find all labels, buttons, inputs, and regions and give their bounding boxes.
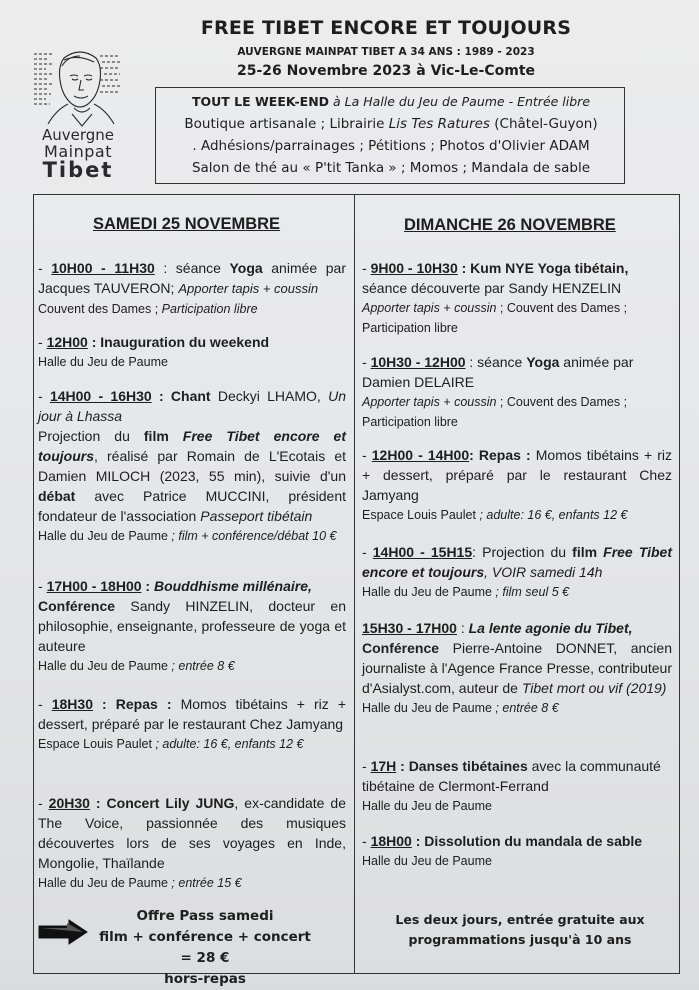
event-note: , VOIR samedi 14h [484, 564, 603, 580]
sat-event-conference [38, 576, 346, 676]
sat-event-chant-text: - 14H00 - 16H30 : Chant Deckyi LHAMO, Un jour à Lhassa [38, 388, 347, 424]
event-text: animée par Jacques TAUVERON; [38, 260, 346, 296]
sat-event-film-text [38, 426, 346, 526]
venue-note: ; entrée 15 € [167, 876, 242, 890]
offer-note: hors-repas [164, 971, 246, 987]
sun-event-dances [362, 756, 672, 816]
event-venue: Halle du Jeu de Paume [38, 355, 168, 369]
sun-event-conference [362, 618, 672, 718]
offer-content: film + conférence + concert = 28 € [99, 929, 311, 966]
weekend-line-2 [156, 116, 626, 132]
venue-name: Halle du Jeu de Paume [38, 876, 168, 890]
event-text: Momos tibétains + riz + dessert, préparé par le restaurant Chez Jamyang [362, 447, 673, 503]
event-title: : Concert Lily JUNG [89, 795, 235, 811]
event-venue: Halle du Jeu de Paume [362, 854, 492, 868]
venue-name: ; Couvent des Dames ; Participation libre [362, 395, 628, 429]
event-highlight: Yoga [229, 260, 263, 276]
event-venue [38, 873, 346, 893]
event-title: : Inauguration du weekend [87, 334, 270, 350]
venue-name: Halle du Jeu de Paume [362, 585, 492, 599]
event-time: 15H30 - 17H00 [362, 620, 457, 636]
event-text: Sandy HINZELIN, docteur en philosophie, enseignante, professeure de yoga et auteure [38, 598, 346, 654]
venue-note: ; film seul 5 € [491, 585, 570, 599]
sun-event-mandala [362, 831, 672, 871]
event-highlight: Yoga [526, 354, 560, 370]
sat-event-dinner-text: - 18H30 : Repas : Momos tibétains + riz + dessert, préparé par le restaurant Chez Jamyang [38, 696, 346, 732]
event-title: : Repas : [469, 447, 531, 463]
event-text: avec la communauté tibétaine de Clermont-Ferrand [362, 758, 661, 794]
venue-note: Apporter tapis + coussin [362, 395, 497, 409]
event-venue [362, 298, 672, 338]
bookshop-name: Lis Tes Ratures [388, 116, 490, 132]
logo [28, 46, 128, 182]
event-time: 10H00 - 11H30 [51, 260, 155, 276]
venue-name: Espace Louis Paulet [38, 737, 152, 751]
event-dates: 25-26 Novembre 2023 à Vic-Le-Comte [236, 63, 536, 79]
event-text: : Projection du [472, 544, 573, 560]
event-text: animée par Damien DELAIRE [362, 354, 634, 390]
venue-name: Espace Louis Paulet [362, 508, 476, 522]
venue-note: ; film + conférence/débat 10 € [167, 529, 337, 543]
page-title: FREE TIBET ENCORE ET TOUJOURS [200, 17, 572, 39]
event-venue [38, 656, 346, 676]
book-title: Tibet mort ou vif (2019) [521, 680, 667, 696]
event-text: : séance [154, 260, 230, 276]
event-time: 14H00 - 15H15 [372, 544, 473, 560]
event-time: 10H30 - 12H00 [370, 354, 466, 370]
event-text: : [141, 578, 154, 594]
portrait-illustration-icon [30, 46, 126, 128]
weekend-line-3: . Adhésions/parrainages ; Pétitions ; Photos d'Olivier ADAM [192, 138, 590, 154]
event-venue [362, 505, 672, 525]
event-time: 17H [370, 758, 397, 774]
film-title: Free Tibet encore et toujours [362, 544, 673, 580]
event-title: : Kum NYE Yoga tibétain, [457, 260, 629, 276]
event-venue [38, 734, 346, 754]
event-time: 18H30 [51, 696, 93, 712]
bookshop-town: (Châtel-Guyon) [489, 116, 598, 132]
sun-event-kum-nye [362, 258, 672, 338]
event-venue: Halle du Jeu de Paume [362, 799, 492, 813]
venue-note: ; adulte: 16 €, enfants 12 € [475, 508, 628, 522]
venue-note: Participation libre [161, 302, 258, 316]
event-text: Deckyi LHAMO, [210, 388, 329, 404]
event-text: : [456, 620, 469, 636]
weekend-label: TOUT LE WEEK-END [191, 94, 330, 109]
sun-event-film [362, 542, 672, 602]
event-text: : séance [465, 354, 527, 370]
event-text: Projection du [38, 428, 144, 444]
sat-event-yoga [38, 258, 346, 319]
sat-event-conference-text: - 17H00 - 18H00 : Bouddhisme millénaire, Conférence Sandy HINZELIN, docteur en philosophie, enseignante, professeure de yoga et auteure [38, 578, 346, 654]
event-time: 18H00 [370, 833, 412, 849]
free-entry-line-2: programmations jusqu'à 10 ans [408, 932, 632, 947]
event-title: : Chant [151, 388, 211, 404]
event-time: 12H00 [46, 334, 88, 350]
sun-event-dances-text: - 17H : Danses tibétaines avec la communauté tibétaine de Clermont-Ferrand [362, 758, 661, 794]
sun-event-mandala-text: - 18H00 : Dissolution du mandala de sable [362, 833, 643, 849]
venue-name: Halle du Jeu de Paume [38, 659, 168, 673]
event-venue [362, 392, 672, 432]
event-text: , réalisé par Romain de L'Ecotais et Damien MILOCH (2023, 55 min), suivie d'un [38, 448, 346, 484]
sun-event-yoga [362, 352, 672, 432]
weekend-line-4: Salon de thé au « P'tit Tanka » ; Momos ; Mandala de sable [191, 160, 591, 176]
venue-name: Couvent des Dames ; [38, 302, 162, 316]
sat-event-chant-film [38, 386, 346, 546]
event-time: 20H30 [48, 795, 90, 811]
subtitle: AUVERGNE MAINPAT TIBET A 34 ANS : 1989 - 2023 [237, 46, 535, 58]
association-name: Passeport tibétain [200, 508, 313, 524]
column-divider [354, 194, 355, 974]
event-text: Momos tibétains + riz + dessert, préparé par le restaurant Chez Jamyang [38, 696, 346, 732]
event-time: 14H00 - 16H30 [49, 388, 152, 404]
event-text: séance découverte par Sandy HENZELIN [362, 280, 622, 296]
venue-note: Apporter tapis + coussin [362, 301, 497, 315]
event-venue [362, 698, 672, 718]
saturday-pass-offer [95, 906, 315, 990]
sun-event-conference-text [362, 618, 672, 698]
event-venue [362, 582, 672, 602]
weekend-line-1 [156, 94, 626, 109]
sat-event-concert [38, 793, 346, 893]
sun-event-film-text: - 14H00 - 15H15: Projection du film Free Tibet encore et toujours, VOIR samedi 14h [362, 544, 673, 580]
offer-title: Offre Pass samedi [136, 908, 274, 924]
venue-note: ; entrée 8 € [167, 659, 235, 673]
event-highlight: Conférence [38, 598, 116, 614]
event-text: Pierre-Antoine DONNET, ancien journaliste à l'Agence France Presse, contributeur d'Asialyst.com, auteur de [362, 640, 672, 696]
venue-note: ; adulte: 16 €, enfants 12 € [151, 737, 304, 751]
event-venue [38, 299, 346, 319]
sun-event-kum-nye-text: - 9H00 - 10H30 : Kum NYE Yoga tibétain, séance découverte par Sandy HENZELIN [362, 260, 629, 296]
event-title: Bouddhisme millénaire, [153, 578, 312, 594]
free-entry-note [370, 910, 670, 950]
event-subtitle: Un jour à Lhassa [38, 388, 347, 424]
weekend-info-box [155, 87, 625, 184]
event-text: avec Patrice MUCCINI, président fondateur de l'association [38, 488, 346, 524]
event-highlight: Conférence [362, 640, 440, 656]
sun-event-yoga-text: - 10H30 - 12H00 : séance Yoga animée par Damien DELAIRE [362, 354, 634, 390]
event-time: 12H00 - 14H00 [371, 447, 470, 463]
event-text: , ex-candidate de The Voice, passionnée des musiques découvertes lors de ses voyages en Inde, Mongolie, Thaïlande [38, 795, 347, 871]
sat-event-concert-text: - 20H30 : Concert Lily JUNG, ex-candidate de The Voice, passionnée des musiques découvertes lors de ses voyages en Inde, Mongolie, Thaïlande [38, 795, 347, 871]
event-time: 9H00 - 10H30 [370, 260, 458, 276]
event-title: La lente agonie du Tibet, [468, 620, 633, 636]
sat-event-yoga-text: - 10H00 - 11H30 : séance Yoga animée par Jacques TAUVERON; Apporter tapis + coussin [38, 260, 346, 296]
arrow-right-icon [37, 918, 89, 946]
event-note: Apporter tapis + coussin [178, 281, 319, 296]
sunday-heading: DIMANCHE 26 NOVEMBRE [404, 216, 616, 234]
sat-event-inauguration-text: - 12H00 : Inauguration du weekend [38, 334, 270, 350]
logo-text-mainpat: Mainpat [44, 142, 112, 161]
weekend-shop: Boutique artisanale ; Librairie [184, 116, 389, 132]
saturday-heading: SAMEDI 25 NOVEMBRE [93, 215, 281, 233]
sat-event-inauguration [38, 332, 346, 372]
logo-text-auvergne: Auvergne [41, 126, 115, 144]
event-highlight: film [143, 428, 169, 444]
venue-name: Halle du Jeu de Paume [362, 701, 492, 715]
venue-note: ; entrée 8 € [491, 701, 559, 715]
logo-text-tibet: Tibet [42, 158, 114, 182]
film-title: Free Tibet encore et toujours [38, 428, 347, 464]
free-entry-line-1: Les deux jours, entrée gratuite aux [395, 912, 645, 927]
sat-event-dinner [38, 694, 346, 754]
weekend-venue: à La Halle du Jeu de Paume - Entrée libre [329, 94, 591, 109]
venue-name: ; Couvent des Dames ; Participation libre [362, 301, 628, 335]
venue-name: Halle du Jeu de Paume [38, 529, 168, 543]
event-highlight: débat [38, 488, 76, 504]
event-title: : Repas : [93, 696, 172, 712]
event-venue [38, 526, 346, 546]
event-title: : Dissolution du mandala de sable [411, 833, 643, 849]
event-time: 17H00 - 18H00 [46, 578, 142, 594]
sun-event-lunch-text: - 12H00 - 14H00: Repas : Momos tibétains + riz + dessert, préparé par le restaurant Chez Jamyang [362, 447, 673, 503]
sun-event-lunch [362, 445, 672, 525]
event-title: : Danses tibétaines [396, 758, 528, 774]
event-highlight: film [572, 544, 598, 560]
